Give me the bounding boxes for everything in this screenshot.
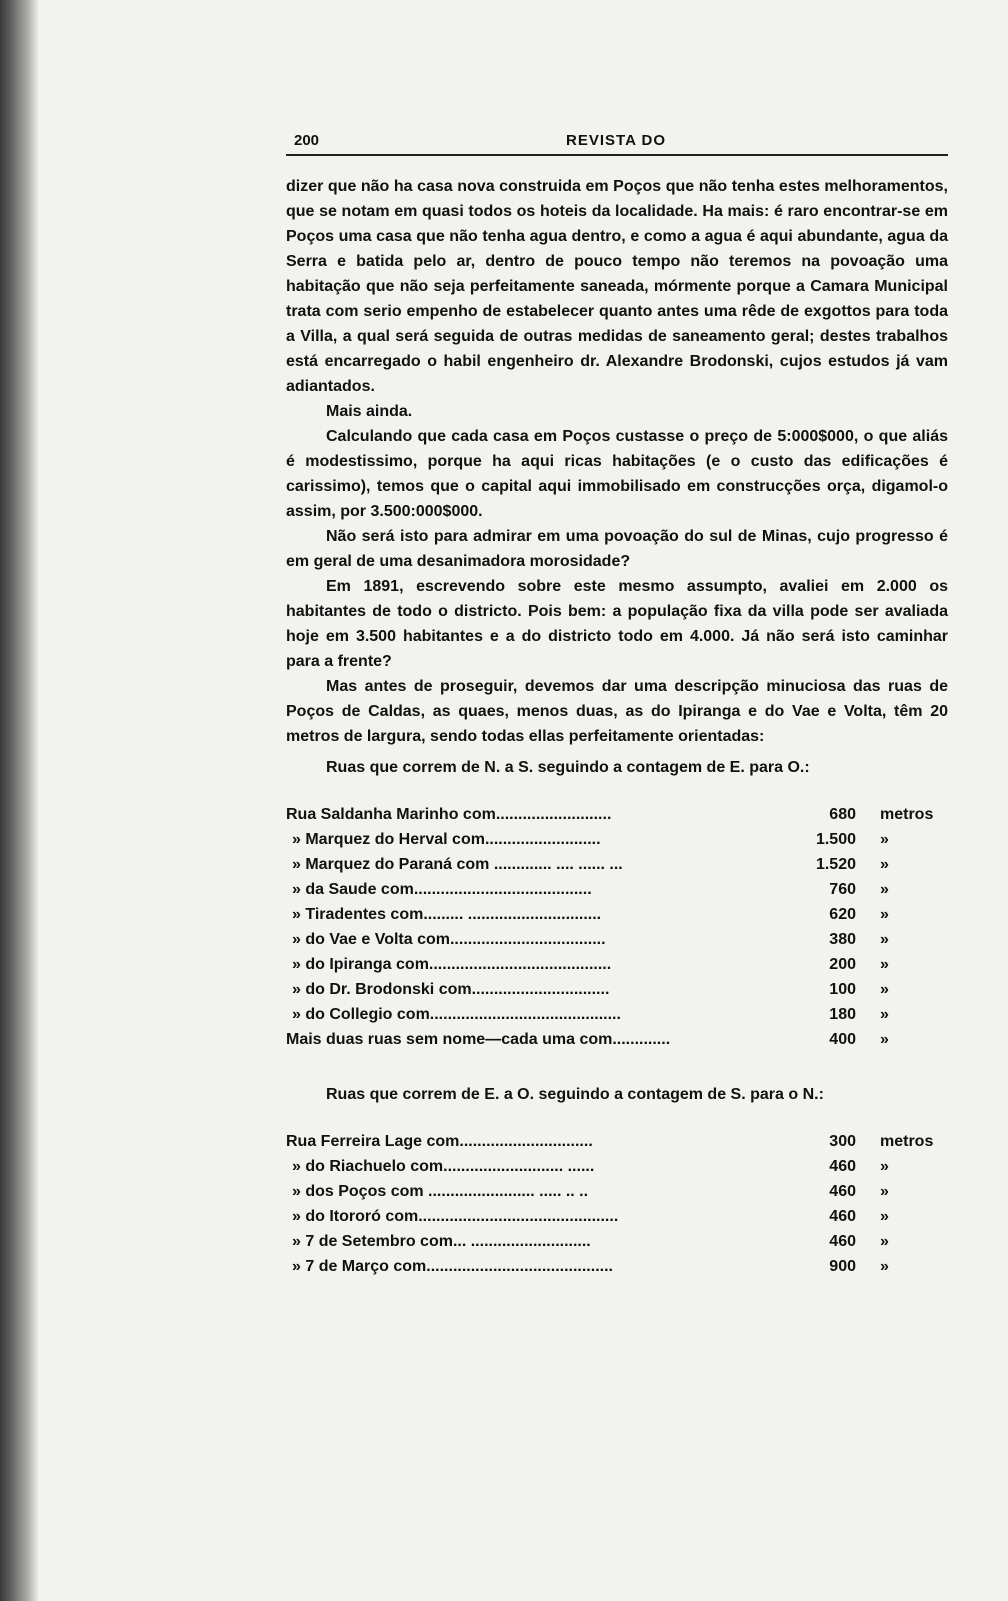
street-name: » do Collegio com........................................... [292,1006,621,1023]
street-table-north-south [286,802,948,1052]
paragraph: Calculando que cada casa em Poços custasse o preço de 5:000$000, o que aliás é modestissimo, porque ha aqui ricas habitações (e o custo das edificações é carissimo), temos que o capital aqui immobilisado em construcções orça, digamol-o assim, por 3.500:000$000. [286,428,948,520]
table-row [286,952,948,977]
street-unit: » [880,1208,889,1225]
street-name: » 7 de Março com.......................................... [292,1258,613,1275]
paragraph-continuation: dizer que não ha casa nova construida em Poços que não tenha estes melhoramentos, que se notam em quasi todos os hoteis da localidade. Ha mais: é raro encontrar-se em Poços uma casa que não tenha agua dentro, e como a agua é aqui abundante, agua da Serra e batida pelo ar, dentro de pouco tempo não teremos na povoação uma habitação que não seja perfeitamente saneada, mórmente porque a Camara Municipal trata com serio empenho de estabelecer quanto antes uma rêde de exgottos para toda a Villa, a qual será seguida de outras medidas de saneamento geral; destes trabalhos está encarregado o habil engenheiro dr. Alexandre Brodonski, cujos estudos já vam adiantados. [286,178,948,395]
table-row [286,1002,948,1027]
street-unit: » [880,831,889,848]
street-length: 760 [829,881,856,898]
table-row [286,1204,948,1229]
street-length: 200 [829,956,856,973]
street-unit: » [880,1183,889,1200]
street-length: 460 [829,1233,856,1250]
street-unit: » [880,931,889,948]
table-row [286,1027,948,1052]
page [286,120,948,1279]
paragraph: Em 1891, escrevendo sobre este mesmo assumpto, avaliei em 2.000 os habitantes de todo o districto. Pois bem: a população fixa da villa pode ser avaliada hoje em 3.500 habitantes e a do districto todo em 4.000. Já não será isto caminhar para a frente? [286,578,948,670]
street-unit: » [880,1006,889,1023]
street-unit: » [880,1158,889,1175]
street-name: Rua Saldanha Marinho com.......................... [286,806,612,823]
street-name: » da Saude com........................................ [292,881,592,898]
table-row [286,827,948,852]
table-row [286,1154,948,1179]
street-unit: metros [880,806,934,823]
street-unit: » [880,1031,889,1048]
running-head [286,120,948,156]
street-unit: » [880,981,889,998]
paragraph: Mas antes de proseguir, devemos dar uma descripção minuciosa das ruas de Poços de Caldas, as quaes, menos duas, as do Ipiranga e do Vae e Volta, têm 20 metros de largura, sendo todas ellas perfeitamente orientadas: [286,678,948,745]
journal-title: REVISTA DO [566,132,667,149]
table-row [286,902,948,927]
street-name: » Marquez do Paraná com ............. .... ...... ... [292,856,623,873]
table-row [286,1254,948,1279]
page-number: 200 [294,132,320,149]
table-row [286,852,948,877]
spacer [286,1052,948,1076]
street-name: » do Riachuelo com........................... ...... [292,1158,595,1175]
table-row [286,877,948,902]
street-name: » 7 de Setembro com... ........................... [292,1233,591,1250]
table-row [286,927,948,952]
street-unit: » [880,1233,889,1250]
street-name: Rua Ferreira Lage com.............................. [286,1133,593,1150]
street-length: 380 [829,931,856,948]
street-name: Mais duas ruas sem nome—cada uma com............. [286,1031,671,1048]
street-length: 460 [829,1158,856,1175]
street-unit: » [880,856,889,873]
street-unit: » [880,881,889,898]
street-length: 460 [829,1183,856,1200]
street-unit: » [880,906,889,923]
table-heading-east-west: Ruas que correm de E. a O. seguindo a contagem de S. para o N.: [326,1086,824,1103]
street-length: 900 [829,1258,856,1275]
street-length: 680 [829,806,856,823]
street-name: » Tiradentes com......... .............................. [292,906,602,923]
street-length: 400 [829,1031,856,1048]
street-table-east-west [286,1129,948,1279]
street-name: » do Itororó com............................................. [292,1208,619,1225]
table-row [286,1129,948,1154]
street-length: 1.500 [815,831,856,848]
street-name: » do Ipiranga com......................................... [292,956,612,973]
paragraph: Mais ainda. [326,403,413,420]
street-length: 180 [829,1006,856,1023]
street-unit: » [880,956,889,973]
street-length: 300 [829,1133,856,1150]
table-heading-north-south: Ruas que correm de N. a S. seguindo a contagem de E. para O.: [326,759,810,776]
body-text [286,174,948,749]
street-name: » do Dr. Brodonski com............................... [292,981,610,998]
street-length: 460 [829,1208,856,1225]
book-spine-shadow [0,0,38,1601]
street-length: 1.520 [815,856,856,873]
street-name: » dos Poços com ........................ ..... .. .. [292,1183,589,1200]
street-length: 100 [829,981,856,998]
table-row [286,1229,948,1254]
street-unit: metros [880,1133,934,1150]
street-name: » do Vae e Volta com................................... [292,931,606,948]
paragraph: Não será isto para admirar em uma povoação do sul de Minas, cujo progresso é em geral de uma desanimadora morosidade? [286,528,948,570]
street-name: » Marquez do Herval com.......................... [292,831,601,848]
street-unit: » [880,1258,889,1275]
street-length: 620 [829,906,856,923]
table-row [286,802,948,827]
table-row [286,977,948,1002]
table-row [286,1179,948,1204]
